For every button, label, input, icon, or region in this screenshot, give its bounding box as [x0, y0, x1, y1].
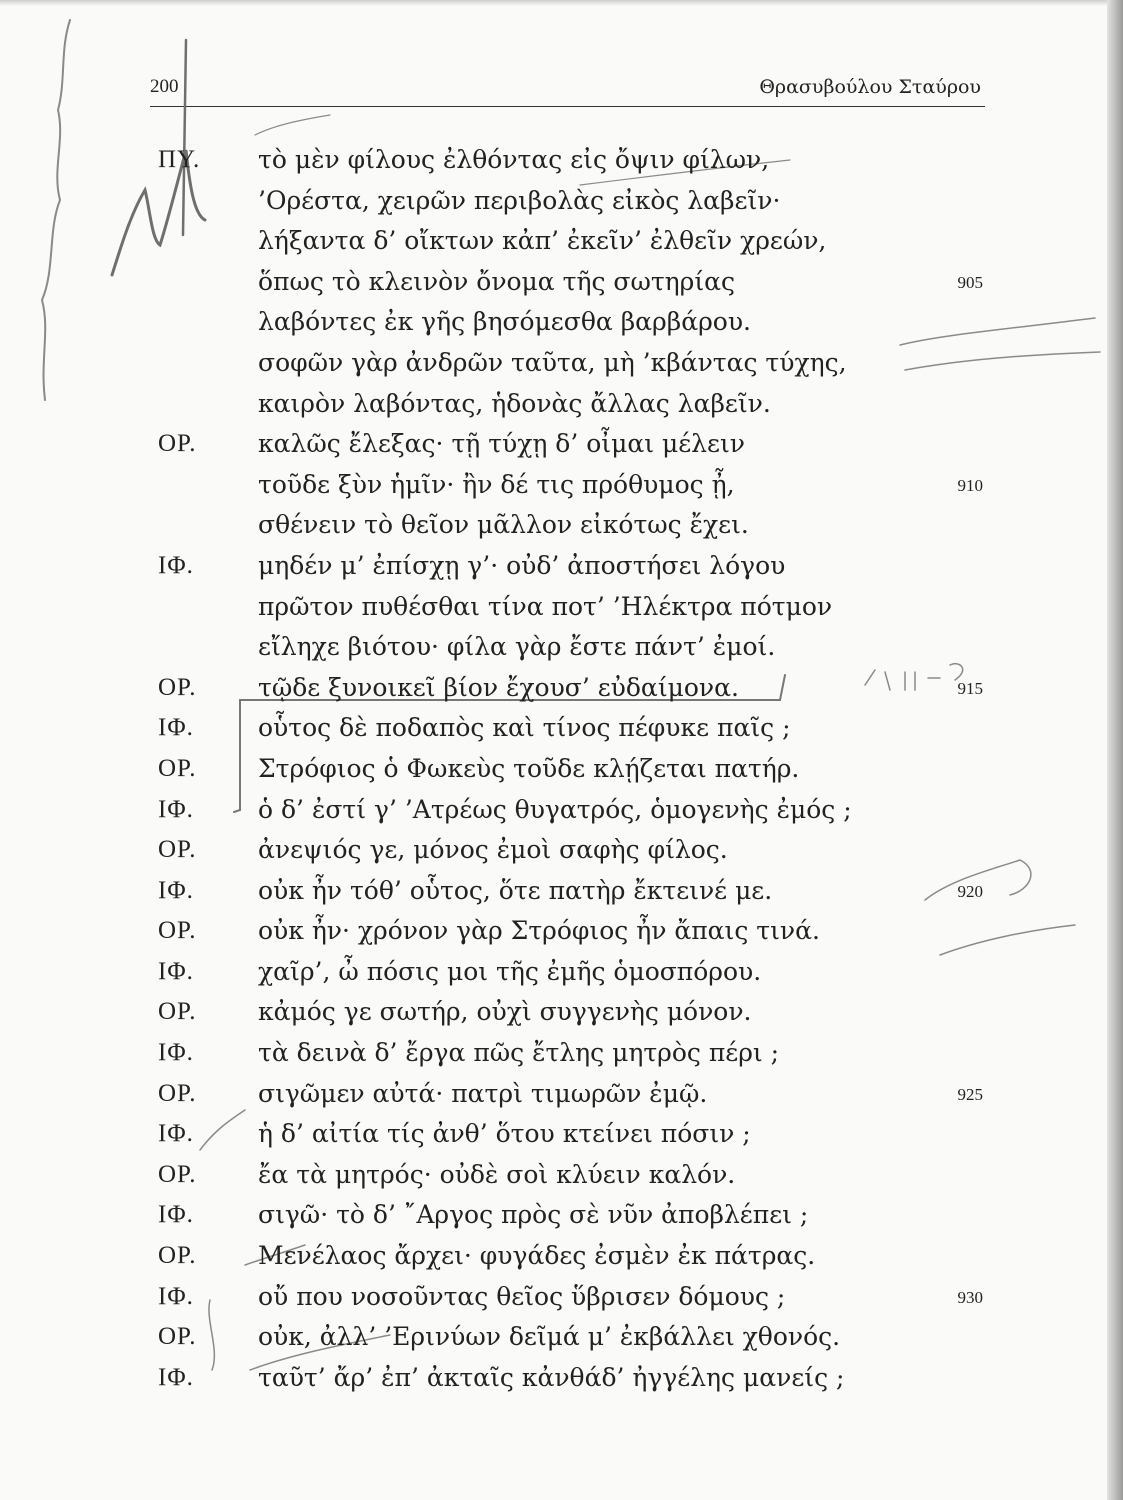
speaker-label: ΙΦ. — [158, 876, 194, 904]
speaker-label: ΙΦ. — [158, 1282, 194, 1310]
line-number: 905 — [957, 272, 983, 292]
verse-line — [0, 384, 1123, 425]
verse-line — [0, 1236, 1123, 1277]
line-number: 920 — [957, 881, 983, 901]
line-number: 930 — [957, 1287, 983, 1307]
verse-text: πρῶτον πυθέσθαι τίνα ποτ’ ’Ηλέκτρα πότμον — [258, 591, 833, 621]
verse-line — [0, 992, 1123, 1033]
verse-text: οὐκ ἦν· χρόνον γὰρ Στρόφιος ἦν ἄπαις τινά. — [258, 916, 820, 946]
speaker-label: ΙΦ. — [158, 551, 194, 579]
verse-text: σιγῶμεν αὐτά· πατρὶ τιμωρῶν ἐμῷ. — [258, 1078, 708, 1108]
speaker-label: ΟΡ. — [158, 430, 197, 458]
verse-text: οὔ που νοσοῦντας θεῖος ὕβρισεν δόμους ; — [258, 1281, 786, 1311]
speaker-label: ΠΥ. — [158, 146, 201, 173]
verse-line — [0, 546, 1123, 587]
speaker-label: ΙΦ. — [158, 795, 194, 823]
running-head: Θρασυβούλου Σταύρου — [759, 76, 981, 98]
speaker-label: ΙΦ. — [158, 1201, 194, 1229]
verse-text: ὁ δ’ ἐστί γ’ ’Ατρέως θυγατρός, ὁμογενὴς ἐμός ; — [258, 794, 852, 824]
speaker-label: ΟΡ. — [158, 917, 197, 945]
verse-line — [0, 749, 1123, 790]
verse-line — [0, 465, 1123, 506]
verse-line — [0, 1358, 1123, 1399]
verse-line — [0, 1155, 1123, 1196]
speaker-label: ΟΡ. — [158, 1079, 197, 1107]
verse-line — [0, 1317, 1123, 1358]
speaker-label: ΟΡ. — [158, 754, 197, 782]
verse-line — [0, 627, 1123, 668]
verse-text: χαῖρ’, ὦ πόσις μοι τῆς ἐμῆς ὁμοσπόρου. — [258, 956, 762, 986]
verse-text: εἴληχε βιότου· φίλα γὰρ ἔστε πάντ’ ἐμοί. — [258, 632, 776, 662]
verse-text: σοφῶν γὰρ ἀνδρῶν ταῦτα, μὴ ’κβάντας τύχης, — [258, 347, 847, 377]
speaker-label: ΟΡ. — [158, 1242, 197, 1270]
verse-text: ’Ορέστα, χειρῶν περιβολὰς εἰκὸς λαβεῖν· — [258, 185, 781, 215]
page-top-edge — [0, 0, 1123, 6]
verse-line — [0, 911, 1123, 952]
verse-text: ἡ δ’ αἰτία τίς ἀνθ’ ὅτου κτείνει πόσιν ; — [258, 1119, 751, 1149]
speaker-label: ΟΡ. — [158, 836, 197, 864]
verse-text: τὸ μὲν φίλους ἐλθόντας εἰς ὄψιν φίλων, — [258, 145, 770, 174]
verse-text: ἀνεψιός γε, μόνος ἐμοὶ σαφὴς φίλος. — [258, 835, 728, 865]
verse-text: κἀμός γε σωτήρ, οὐχὶ συγγενὴς μόνον. — [258, 997, 752, 1027]
verse-line — [0, 587, 1123, 628]
verse-text: σιγῶ· τὸ δ’ ῎Αργος πρὸς σὲ νῦν ἀποβλέπει ; — [258, 1200, 809, 1230]
verse-line — [0, 343, 1123, 384]
verse-lines — [0, 140, 1123, 1398]
verse-line — [0, 302, 1123, 343]
verse-text: οὐκ, ἀλλ’ ’Ερινύων δεῖμά μ’ ἐκβάλλει χθονός. — [258, 1322, 841, 1352]
line-number: 910 — [957, 475, 983, 495]
page-number: 200 — [150, 76, 179, 97]
verse-text: καλῶς ἔλεξας· τῇ τύχῃ δ’ οἶμαι μέλειν — [258, 429, 745, 459]
verse-text: τοῦδε ξὺν ἡμῖν· ἢν δέ τις πρόθυμος ᾖ, — [258, 469, 735, 499]
speaker-label: ΙΦ. — [158, 957, 194, 985]
verse-text: τὰ δεινὰ δ’ ἔργα πῶς ἔτλης μητρὸς πέρι ; — [258, 1038, 780, 1068]
verse-line — [0, 424, 1123, 465]
verse-text: λήξαντα δ’ οἴκτων κἀπ’ ἐκεῖν’ ἐλθεῖν χρεών, — [258, 226, 827, 256]
speaker-label: ΟΡ. — [158, 673, 197, 701]
verse-text: ἔα τὰ μητρός· οὐδὲ σοὶ κλύειν καλόν. — [258, 1159, 736, 1189]
verse-line — [0, 505, 1123, 546]
verse-line — [0, 708, 1123, 749]
verse-line — [0, 1074, 1123, 1115]
speaker-label: ΙΦ. — [158, 1120, 194, 1148]
speaker-label: ΙΦ. — [158, 714, 194, 742]
verse-text: ταῦτ’ ἄρ’ ἐπ’ ἀκταῖς κἀνθάδ’ ἠγγέλης μανείς ; — [258, 1362, 845, 1392]
line-number: 915 — [957, 678, 983, 698]
verse-line — [0, 668, 1123, 709]
verse-text: σθένειν τὸ θεῖον μᾶλλον εἰκότως ἔχει. — [258, 510, 749, 540]
verse-text: Μενέλαος ἄρχει· φυγάδες ἐσμὲν ἐκ πάτρας. — [258, 1241, 816, 1271]
verse-line — [0, 181, 1123, 222]
verse-text: οὐκ ἦν τόθ’ οὗτος, ὅτε πατὴρ ἔκτεινέ με. — [258, 875, 773, 905]
verse-line — [0, 1033, 1123, 1074]
page-header — [150, 72, 985, 107]
speaker-label: ΙΦ. — [158, 1039, 194, 1067]
verse-text: μηδέν μ’ ἐπίσχῃ γ’· οὐδ’ ἀποστήσει λόγου — [258, 550, 786, 580]
verse-line — [0, 221, 1123, 262]
verse-line — [0, 1277, 1123, 1318]
verse-text: Στρόφιος ὁ Φωκεὺς τοῦδε κλῄζεται πατήρ. — [258, 753, 800, 783]
verse-line — [0, 140, 1123, 181]
verse-line — [0, 871, 1123, 912]
verse-line — [0, 952, 1123, 993]
verse-line — [0, 262, 1123, 303]
verse-text: ὅπως τὸ κλεινὸν ὄνομα τῆς σωτηρίας — [258, 266, 736, 296]
verse-text: λαβόντες ἐκ γῆς βησόμεσθα βαρβάρου. — [258, 307, 751, 337]
verse-line — [0, 1195, 1123, 1236]
line-number: 925 — [957, 1084, 983, 1104]
speaker-label: ΟΡ. — [158, 1323, 197, 1351]
verse-line — [0, 830, 1123, 871]
verse-text: τῷδε ξυνοικεῖ βίον ἔχουσ’ εὐδαίμονα. — [258, 672, 739, 702]
speaker-label: ΟΡ. — [158, 998, 197, 1026]
verse-line — [0, 1114, 1123, 1155]
speaker-label: ΙΦ. — [158, 1363, 194, 1391]
verse-text: καιρὸν λαβόντας, ἡδονὰς ἄλλας λαβεῖν. — [258, 388, 771, 418]
speaker-label: ΟΡ. — [158, 1160, 197, 1188]
verse-line — [0, 790, 1123, 831]
verse-text: οὗτος δὲ ποδαπὸς καὶ τίνος πέφυκε παῖς ; — [258, 713, 791, 743]
